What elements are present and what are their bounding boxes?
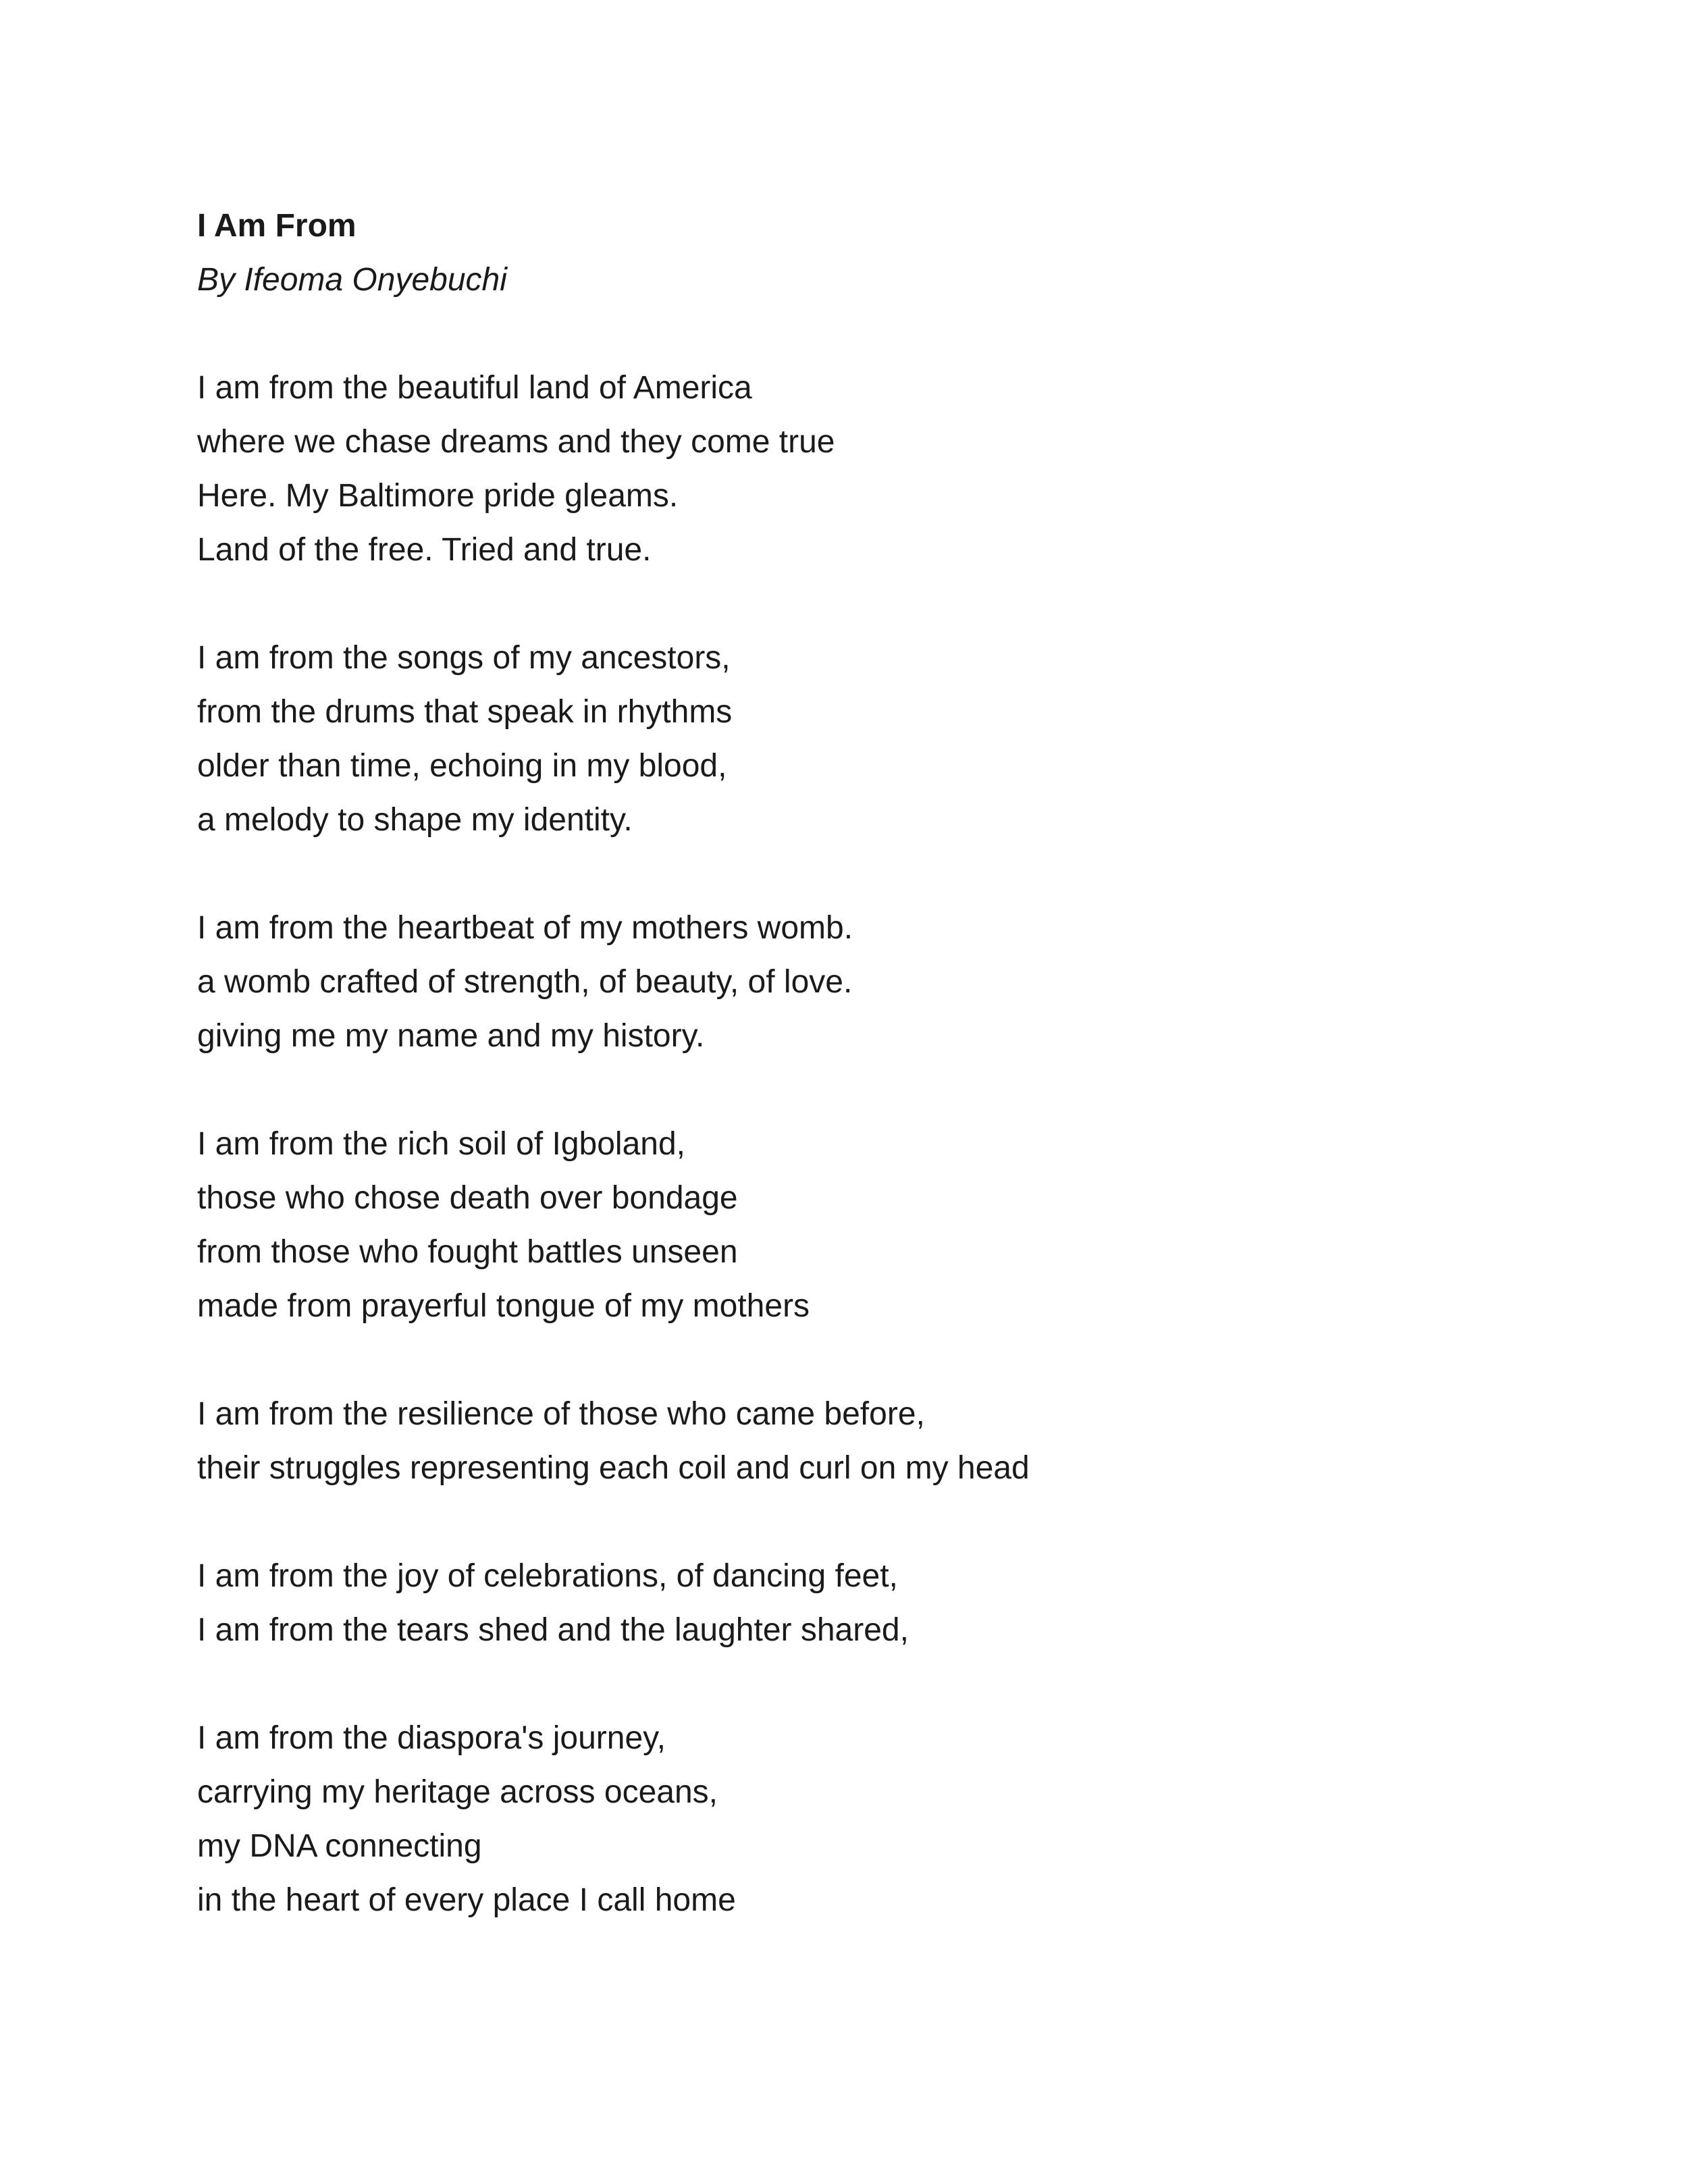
poem-line: in the heart of every place I call home xyxy=(197,1882,736,1918)
poem-title: I Am From xyxy=(197,208,357,244)
poem-line: giving me my name and my history. xyxy=(197,1018,705,1054)
poem-body xyxy=(197,361,1548,1927)
stanza-5 xyxy=(197,1387,1548,1495)
poem-line: I am from the rich soil of Igboland, xyxy=(197,1126,685,1162)
poem-line: where we chase dreams and they come true xyxy=(197,424,835,460)
poem-line: from the drums that speak in rhythms xyxy=(197,694,733,730)
poem-line: I am from the joy of celebrations, of dancing feet, xyxy=(197,1558,898,1594)
poem-line: I am from the resilience of those who came before, xyxy=(197,1396,925,1432)
poem-line: from those who fought battles unseen xyxy=(197,1234,738,1270)
poem-content xyxy=(197,199,1548,1981)
poem-line: made from prayerful tongue of my mothers xyxy=(197,1288,810,1324)
poem-line: I am from the heartbeat of my mothers womb. xyxy=(197,910,853,946)
poem-byline: By Ifeoma Onyebuchi xyxy=(197,262,507,298)
poem-line: I am from the songs of my ancestors, xyxy=(197,640,731,676)
stanza-3 xyxy=(197,901,1548,1063)
poem-line: their struggles representing each coil and curl on my head xyxy=(197,1450,1030,1486)
stanza-2 xyxy=(197,631,1548,847)
stanza-6 xyxy=(197,1549,1548,1657)
poem-line: those who chose death over bondage xyxy=(197,1180,738,1216)
poem-line: my DNA connecting xyxy=(197,1828,482,1864)
stanza-1 xyxy=(197,361,1548,577)
poem-line: a womb crafted of strength, of beauty, of love. xyxy=(197,964,853,1000)
poem-line: carrying my heritage across oceans, xyxy=(197,1774,718,1810)
poem-line: I am from the diaspora's journey, xyxy=(197,1720,666,1756)
poem-line: Here. My Baltimore pride gleams. xyxy=(197,478,679,514)
poem-line: a melody to shape my identity. xyxy=(197,802,633,838)
poem-line: I am from the beautiful land of America xyxy=(197,370,752,406)
stanza-4 xyxy=(197,1117,1548,1333)
poem-line: Land of the free. Tried and true. xyxy=(197,532,652,568)
poem-line: older than time, echoing in my blood, xyxy=(197,748,727,784)
poem-line: I am from the tears shed and the laughter shared, xyxy=(197,1612,909,1648)
stanza-7 xyxy=(197,1711,1548,1927)
